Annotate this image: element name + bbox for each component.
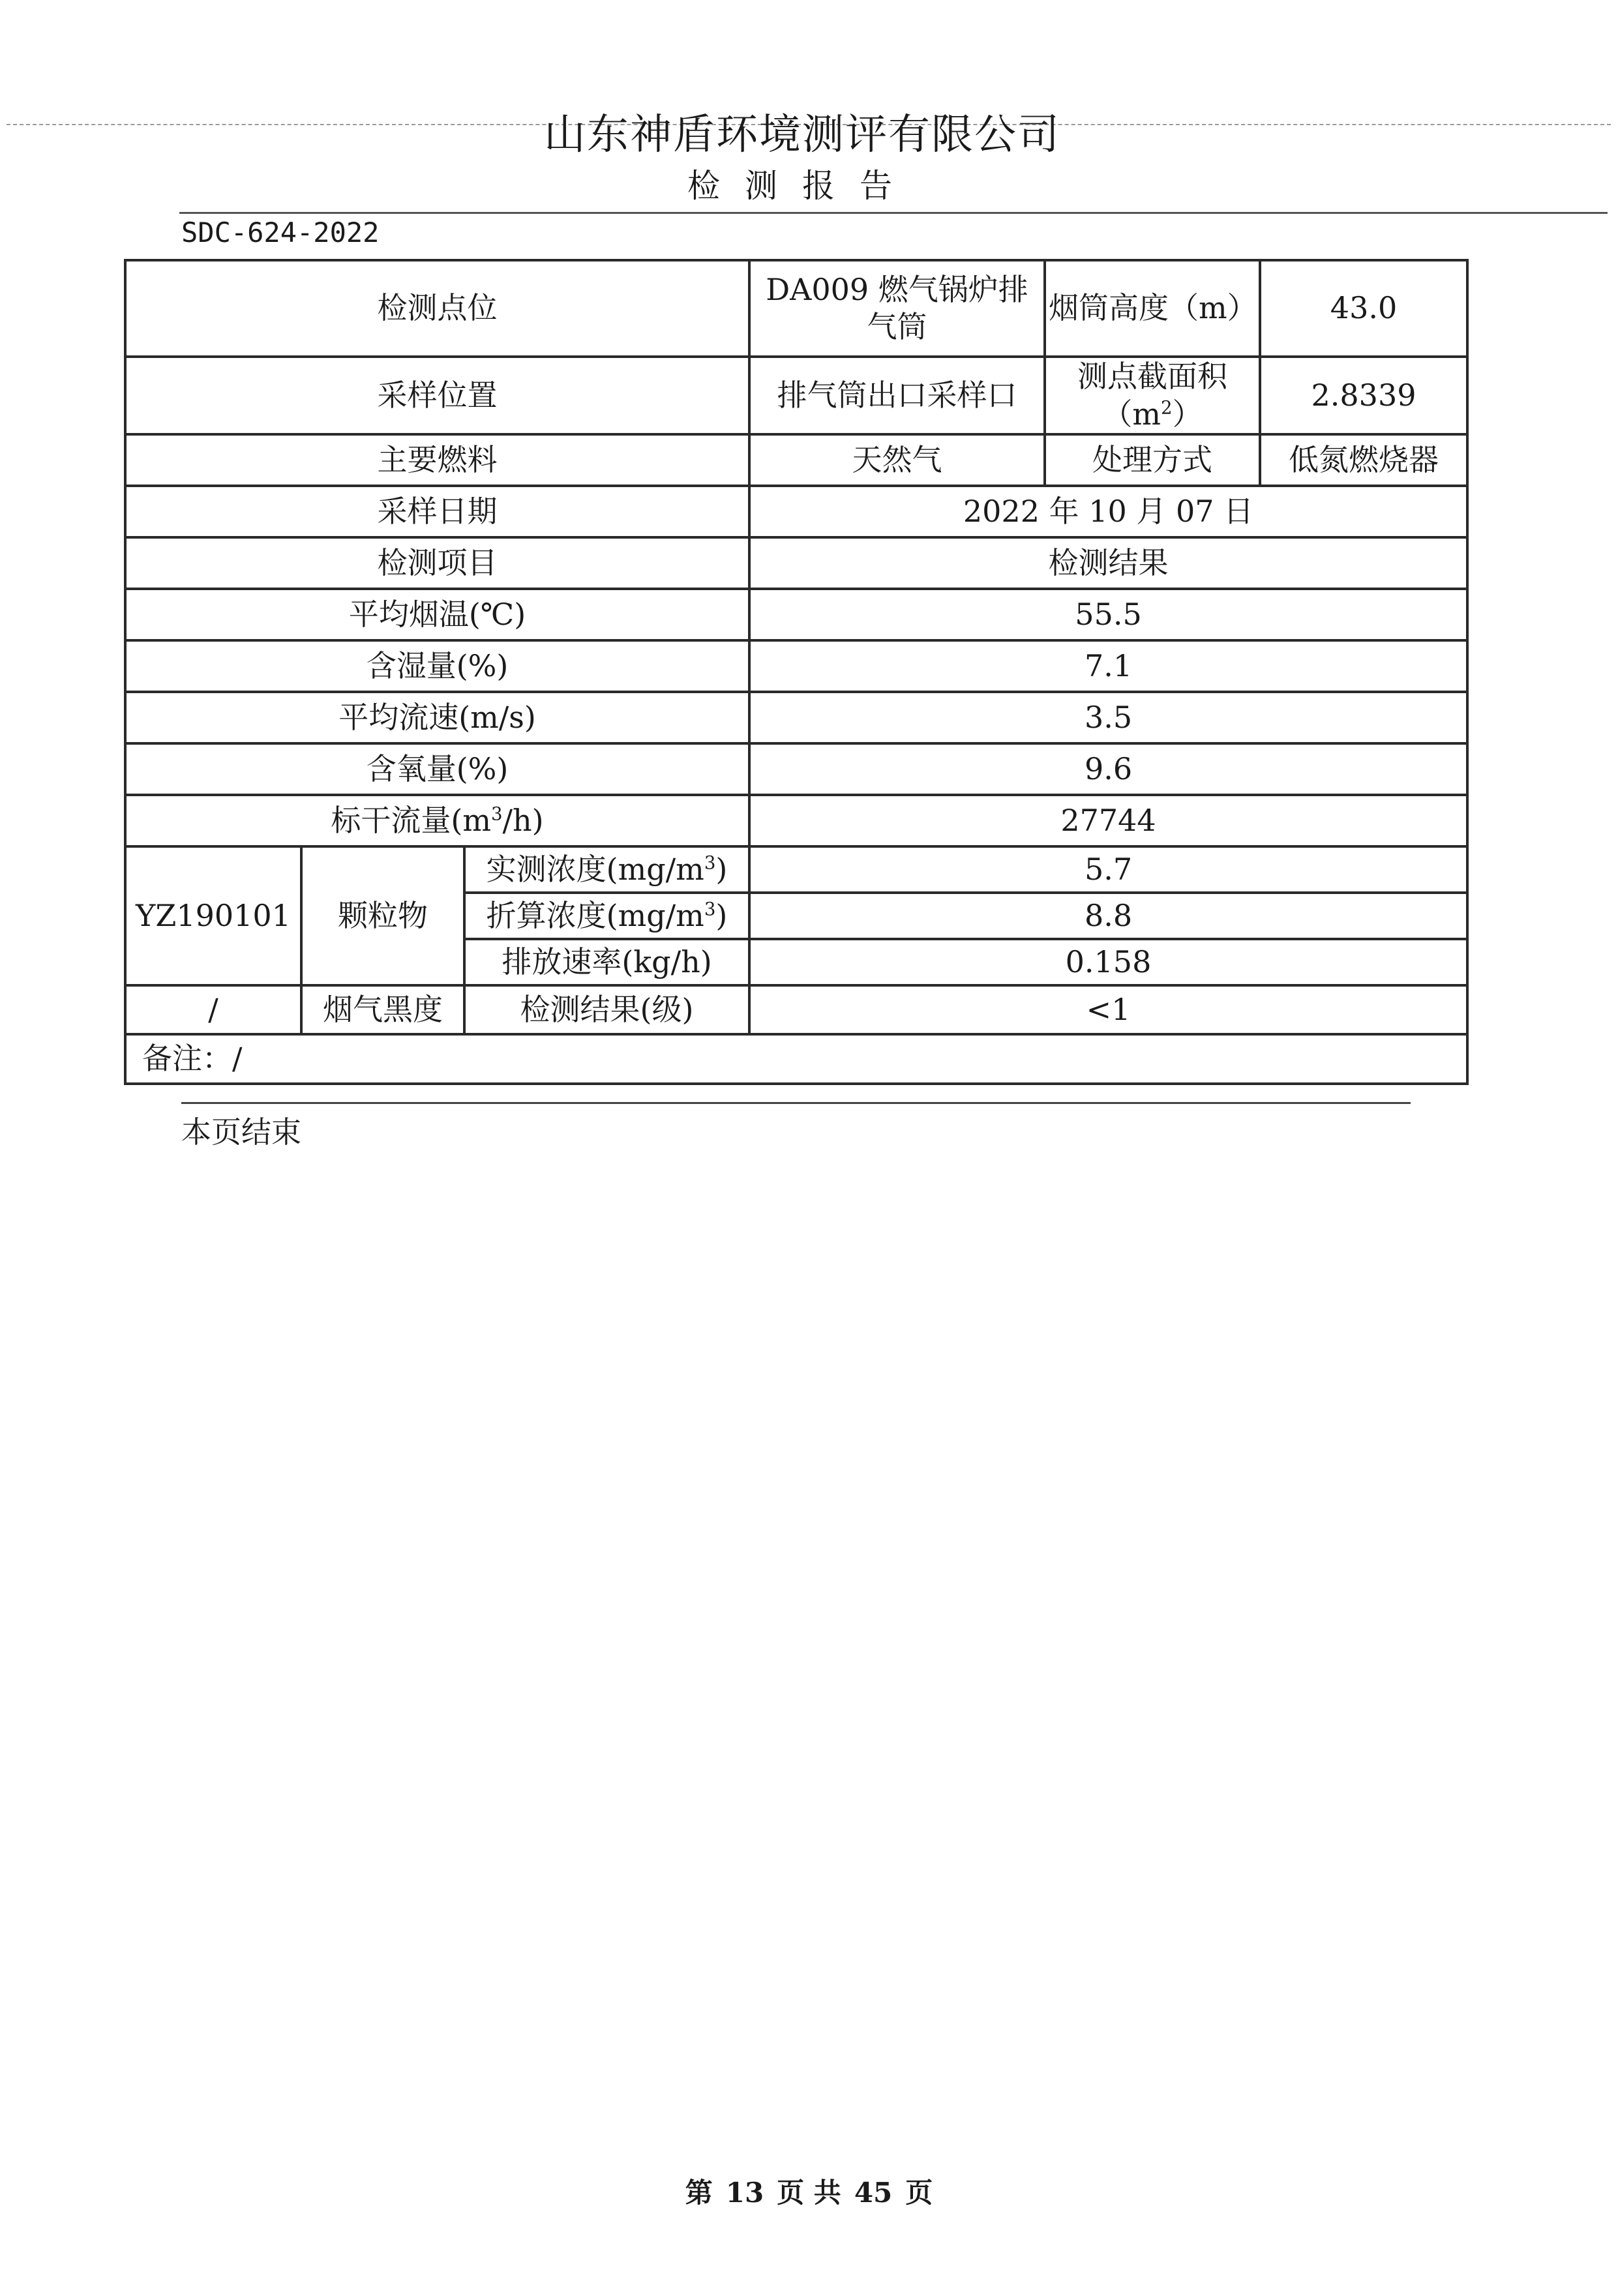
date-value: 2022 年 10 月 07 日 [749,486,1467,537]
sampling-position-value: 排气筒出口采样口 [749,357,1045,434]
footer-prefix: 第 [685,2177,713,2209]
sampling-position-label: 采样位置 [125,357,749,434]
section-area-value: 2.8339 [1260,357,1467,434]
end-rule [181,1102,1411,1104]
date-label: 采样日期 [125,486,749,537]
row-value: 3.5 [749,692,1467,743]
table-row [125,692,1467,743]
particulate-name: 颗粒物 [301,846,464,985]
stack-height-value: 43.0 [1260,260,1467,357]
converted-label: 折算浓度$(mg/m^3)$ [464,893,749,939]
rate-label: 排放速率(kg/h) [464,939,749,985]
item-header: 检测项目 [125,537,749,589]
row-label: 平均烟温(℃) [125,589,749,640]
row-label: 含湿量(%) [125,640,749,692]
flow-value: 27744 [749,795,1467,846]
table-row [125,1034,1467,1084]
table-row [125,795,1467,846]
table-row [125,743,1467,795]
row-value: 7.1 [749,640,1467,692]
page-end-note: 本页结束 [181,1114,301,1150]
table-row [125,640,1467,692]
header-rule [179,212,1608,214]
blackness-name: 烟气黑度 [301,985,464,1034]
page-footer [0,2171,1618,2211]
company-name: 山东神盾环境测评有限公司 [544,111,1060,159]
measured-value: 5.7 [749,846,1467,893]
footer-suffix: 页 [905,2177,933,2209]
measured-label: 实测浓度$(mg/m^3)$ [464,846,749,893]
footer-middle: 页 共 [777,2177,841,2209]
rate-value: 0.158 [749,939,1467,985]
table-row [125,537,1467,589]
stack-height-label: 烟筒高度（m） [1045,260,1260,357]
result-header: 检测结果 [749,537,1467,589]
table-row [125,260,1467,357]
report-table [124,259,1469,1085]
report-subtitle: 检测报告 [687,167,917,205]
table-row [125,589,1467,640]
table-row [125,357,1467,434]
row-value: 9.6 [749,743,1467,795]
footer-total-pages: 45 [854,2177,893,2209]
converted-value: 8.8 [749,893,1467,939]
fuel-label: 主要燃料 [125,434,749,486]
blackness-label: 检测结果(级) [464,985,749,1034]
treatment-label: 处理方式 [1045,434,1260,486]
table-row [125,846,1467,893]
row-label: 平均流速(m/s) [125,692,749,743]
flow-label: 标干流量$(m^3/h)$ [125,795,749,846]
row-value: 55.5 [749,589,1467,640]
blackness-value: <1 [749,985,1467,1034]
table-row [125,486,1467,537]
report-code: SDC-624-2022 [181,216,380,248]
blackness-code: / [125,985,301,1034]
point-label: 检测点位 [125,260,749,357]
fuel-value: 天然气 [749,434,1045,486]
remark: 备注：/ [125,1034,1467,1084]
row-label: 含氧量(%) [125,743,749,795]
particulate-code: YZ190101 [125,846,301,985]
footer-current-page: 13 [725,2177,764,2209]
table-row [125,434,1467,486]
treatment-value: 低氮燃烧器 [1260,434,1467,486]
section-area-label: 测点截面积$(m^2)$ [1045,357,1260,434]
point-value: DA009 燃气锅炉排气筒 [749,260,1045,357]
table-row [125,985,1467,1034]
